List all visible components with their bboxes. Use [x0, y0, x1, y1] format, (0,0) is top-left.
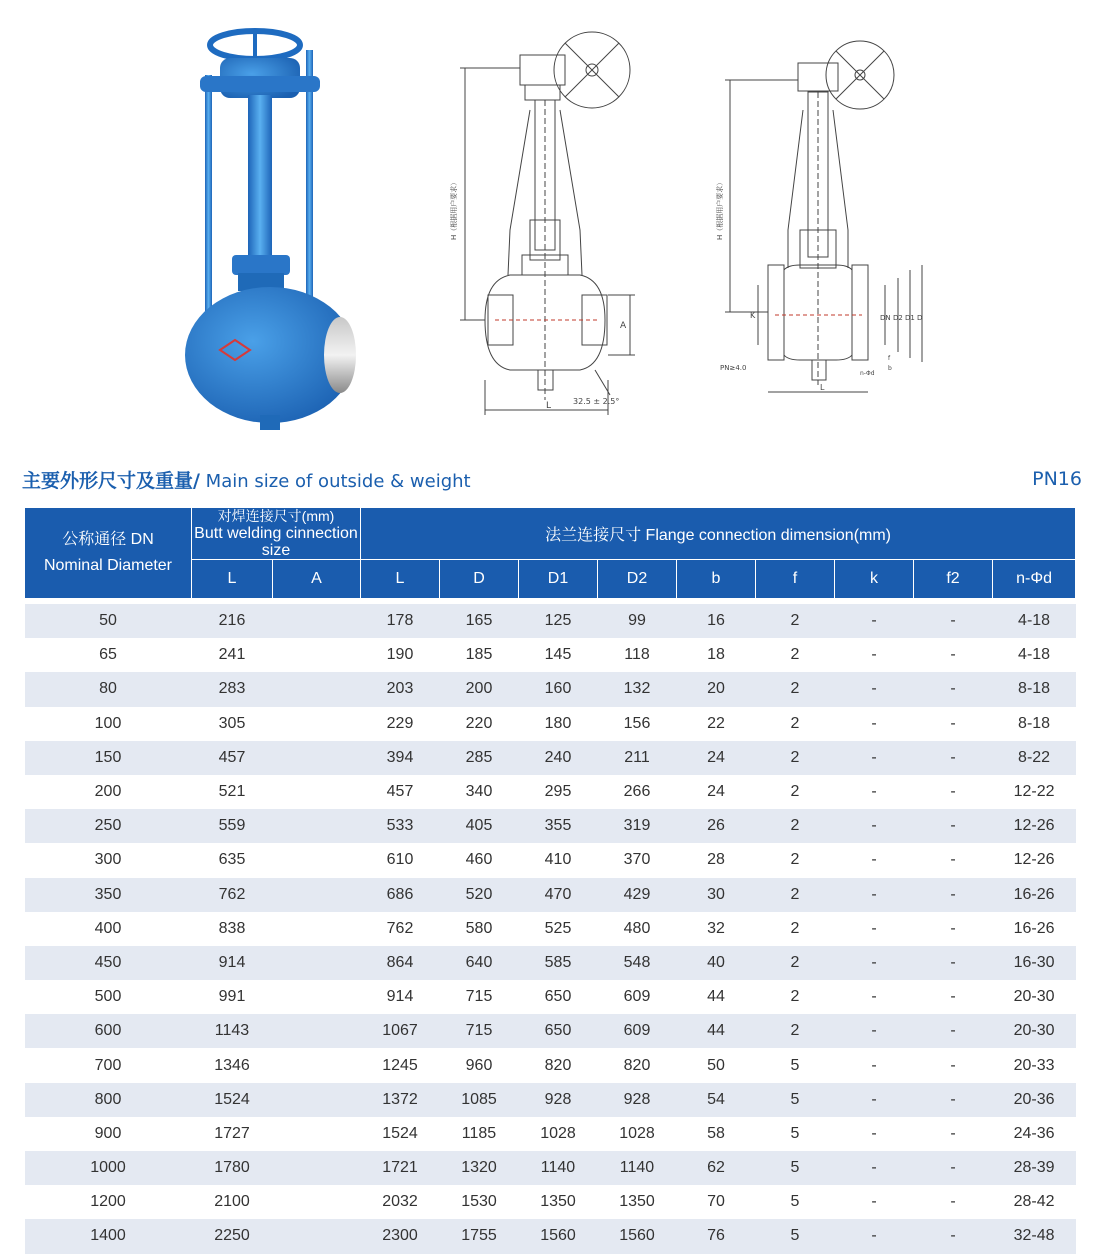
table-cell: - [835, 809, 914, 843]
table-cell: 240 [519, 741, 598, 775]
table-cell: 2 [756, 843, 835, 877]
table-cell: 2 [756, 601, 835, 638]
table-cell: 8-18 [993, 707, 1076, 741]
table-cell: 1755 [440, 1219, 519, 1253]
table-cell-dn: 1200 [25, 1185, 192, 1219]
column-header: D2 [598, 560, 677, 602]
table-cell: 4-18 [993, 638, 1076, 672]
drawing-pn-note: PN≥4.0 [720, 364, 747, 372]
table-row [25, 980, 1076, 1014]
table-cell: - [835, 638, 914, 672]
table-cell: - [835, 1048, 914, 1082]
table-cell-dn: 100 [25, 707, 192, 741]
table-cell [273, 809, 361, 843]
table-cell: 20-36 [993, 1083, 1076, 1117]
table-row [25, 672, 1076, 706]
table-cell [273, 1219, 361, 1253]
table-cell: - [835, 843, 914, 877]
table-cell: 1140 [519, 1151, 598, 1185]
table-cell: 410 [519, 843, 598, 877]
table-cell: - [835, 1014, 914, 1048]
table-cell: 50 [677, 1048, 756, 1082]
table-cell [273, 672, 361, 706]
table-cell: 2 [756, 878, 835, 912]
table-cell: 928 [519, 1083, 598, 1117]
table-cell: 160 [519, 672, 598, 706]
table-cell: 5 [756, 1185, 835, 1219]
table-cell: 118 [598, 638, 677, 672]
table-cell [273, 1014, 361, 1048]
table-cell [273, 1048, 361, 1082]
drawing-dn-label: DN [880, 314, 891, 322]
table-cell: - [835, 741, 914, 775]
table-cell: 480 [598, 912, 677, 946]
column-header: f [756, 560, 835, 602]
table-cell-dn: 200 [25, 775, 192, 809]
table-cell: 2 [756, 946, 835, 980]
dimension-table [24, 507, 1076, 1254]
table-cell: - [914, 638, 993, 672]
drawing2-l-label: L [820, 383, 825, 392]
section-title-cn: 主要外形尺寸及重量/ [22, 470, 200, 492]
table-cell-dn: 150 [25, 741, 192, 775]
table-row [25, 1083, 1076, 1117]
table-cell: - [835, 775, 914, 809]
table-cell: 1028 [519, 1117, 598, 1151]
product-illustration-area [0, 0, 1100, 440]
table-cell: 470 [519, 878, 598, 912]
table-cell [273, 707, 361, 741]
column-header: k [835, 560, 914, 602]
table-cell: 2250 [192, 1219, 273, 1253]
table-cell: 76 [677, 1219, 756, 1253]
table-cell: 295 [519, 775, 598, 809]
table-cell: 32 [677, 912, 756, 946]
table-cell: - [914, 741, 993, 775]
table-cell: 635 [192, 843, 273, 877]
table-row [25, 707, 1076, 741]
table-cell: 211 [598, 741, 677, 775]
table-cell: 610 [361, 843, 440, 877]
drawing-k-label: K [750, 311, 756, 320]
table-cell: 585 [519, 946, 598, 980]
table-cell: 1780 [192, 1151, 273, 1185]
table-cell: 26 [677, 809, 756, 843]
table-cell: 460 [440, 843, 519, 877]
table-row [25, 1117, 1076, 1151]
table-cell: 1727 [192, 1117, 273, 1151]
table-cell: 24 [677, 741, 756, 775]
table-row [25, 1014, 1076, 1048]
table-cell: 820 [598, 1048, 677, 1082]
drawing-nd-label: n-Φd [860, 370, 875, 377]
table-cell-dn: 50 [25, 601, 192, 638]
table-cell: 30 [677, 878, 756, 912]
table-cell: 190 [361, 638, 440, 672]
table-row [25, 1151, 1076, 1185]
table-cell: - [835, 672, 914, 706]
table-cell: 429 [598, 878, 677, 912]
table-cell: 12-22 [993, 775, 1076, 809]
table-cell: - [914, 707, 993, 741]
table-cell: - [914, 809, 993, 843]
table-row [25, 1219, 1076, 1253]
table-cell: 44 [677, 980, 756, 1014]
table-cell: 32-48 [993, 1219, 1076, 1253]
table-cell: 525 [519, 912, 598, 946]
table-cell: 2032 [361, 1185, 440, 1219]
table-cell: 1085 [440, 1083, 519, 1117]
table-row [25, 809, 1076, 843]
table-row [25, 638, 1076, 672]
table-cell: 132 [598, 672, 677, 706]
header-butt-en: Butt welding cinnection size [194, 525, 358, 559]
table-cell: 2 [756, 1014, 835, 1048]
table-cell [273, 601, 361, 638]
table-cell [273, 1185, 361, 1219]
table-cell: 156 [598, 707, 677, 741]
table-cell-dn: 250 [25, 809, 192, 843]
drawing-d-label: D [917, 314, 923, 322]
table-cell: 864 [361, 946, 440, 980]
header-dn-en: Nominal Diameter [43, 557, 173, 574]
table-cell: 1560 [598, 1219, 677, 1253]
table-cell: 5 [756, 1151, 835, 1185]
table-cell: 20-30 [993, 1014, 1076, 1048]
table-cell: 203 [361, 672, 440, 706]
table-cell: 2100 [192, 1185, 273, 1219]
table-cell: - [835, 601, 914, 638]
table-cell: 216 [192, 601, 273, 638]
table-cell: - [914, 843, 993, 877]
table-cell: 2 [756, 741, 835, 775]
table-cell: 44 [677, 1014, 756, 1048]
table-cell: 1524 [192, 1083, 273, 1117]
table-cell: - [835, 1219, 914, 1253]
table-cell [273, 775, 361, 809]
table-cell: - [914, 1151, 993, 1185]
table-cell: 285 [440, 741, 519, 775]
table-cell: 1560 [519, 1219, 598, 1253]
drawing-l-label: L [546, 401, 552, 411]
table-cell: - [835, 946, 914, 980]
table-cell: 548 [598, 946, 677, 980]
table-cell: 1320 [440, 1151, 519, 1185]
table-cell: - [914, 672, 993, 706]
table-cell: 1028 [598, 1117, 677, 1151]
table-cell: 18 [677, 638, 756, 672]
table-cell: 533 [361, 809, 440, 843]
table-cell: 580 [440, 912, 519, 946]
table-cell: 991 [192, 980, 273, 1014]
table-cell: 319 [598, 809, 677, 843]
table-cell: - [835, 912, 914, 946]
table-cell: 180 [519, 707, 598, 741]
table-cell [273, 741, 361, 775]
header-butt-welding [192, 508, 361, 560]
table-cell: 178 [361, 601, 440, 638]
table-row [25, 741, 1076, 775]
table-cell: 2 [756, 707, 835, 741]
table-cell: - [914, 1014, 993, 1048]
table-cell [273, 1117, 361, 1151]
table-cell: - [914, 980, 993, 1014]
table-cell: 20-33 [993, 1048, 1076, 1082]
table-cell: 640 [440, 946, 519, 980]
table-cell: 762 [192, 878, 273, 912]
column-header: L [361, 560, 440, 602]
table-cell: 838 [192, 912, 273, 946]
table-cell: 28 [677, 843, 756, 877]
table-cell: 1372 [361, 1083, 440, 1117]
table-cell: 1524 [361, 1117, 440, 1151]
table-cell: 2 [756, 672, 835, 706]
butt-weld-drawing [440, 20, 650, 420]
header-flange: 法兰连接尺寸 Flange connection dimension(mm) [361, 508, 1076, 560]
flange-drawing [700, 30, 940, 400]
table-cell: 99 [598, 601, 677, 638]
table-cell: 650 [519, 980, 598, 1014]
table-cell-dn: 700 [25, 1048, 192, 1082]
table-cell: 1140 [598, 1151, 677, 1185]
table-cell: - [835, 1151, 914, 1185]
table-cell: 520 [440, 878, 519, 912]
table-cell: 2 [756, 638, 835, 672]
table-cell: - [914, 775, 993, 809]
table-cell: 2 [756, 980, 835, 1014]
table-cell: - [914, 1083, 993, 1117]
table-cell: 4-18 [993, 601, 1076, 638]
table-cell [273, 1151, 361, 1185]
table-cell [273, 843, 361, 877]
table-cell: 1350 [519, 1185, 598, 1219]
table-cell: 16-26 [993, 878, 1076, 912]
table-cell: 1245 [361, 1048, 440, 1082]
table-cell-dn: 800 [25, 1083, 192, 1117]
drawing-d1-label: D1 [905, 314, 915, 322]
table-cell-dn: 80 [25, 672, 192, 706]
table-cell: - [835, 980, 914, 1014]
table-cell: - [914, 601, 993, 638]
table-cell: 16-26 [993, 912, 1076, 946]
header-dn-cn: 公称通径 DN [62, 531, 154, 548]
table-cell: - [914, 946, 993, 980]
table-cell-dn: 300 [25, 843, 192, 877]
header-butt-cn: 对焊连接尺寸(mm) [217, 508, 335, 524]
table-cell: 229 [361, 707, 440, 741]
table-cell: 914 [361, 980, 440, 1014]
table-cell: - [914, 878, 993, 912]
table-cell [273, 946, 361, 980]
table-cell: 340 [440, 775, 519, 809]
column-header: b [677, 560, 756, 602]
column-header: L [192, 560, 273, 602]
table-cell: 5 [756, 1117, 835, 1151]
table-cell: 8-22 [993, 741, 1076, 775]
table-cell [273, 1083, 361, 1117]
table-cell: 40 [677, 946, 756, 980]
drawing-h-label: H（根据用户要求） [450, 178, 458, 240]
table-cell: 145 [519, 638, 598, 672]
table-cell: 24 [677, 775, 756, 809]
table-cell: - [914, 1048, 993, 1082]
column-header: A [273, 560, 361, 602]
table-cell-dn: 1000 [25, 1151, 192, 1185]
drawing-a-label: A [620, 321, 627, 331]
table-cell: 5 [756, 1219, 835, 1253]
table-row [25, 601, 1076, 638]
table-cell-dn: 350 [25, 878, 192, 912]
table-cell: 609 [598, 980, 677, 1014]
table-cell: 2 [756, 809, 835, 843]
table-row [25, 878, 1076, 912]
table-cell: 2300 [361, 1219, 440, 1253]
table-cell: 28-42 [993, 1185, 1076, 1219]
table-cell: - [835, 1117, 914, 1151]
table-cell: - [914, 912, 993, 946]
table-cell-dn: 65 [25, 638, 192, 672]
table-cell: 928 [598, 1083, 677, 1117]
table-cell-dn: 600 [25, 1014, 192, 1048]
table-cell: 5 [756, 1083, 835, 1117]
table-cell: 820 [519, 1048, 598, 1082]
table-cell: 70 [677, 1185, 756, 1219]
table-cell: - [835, 707, 914, 741]
table-cell: 22 [677, 707, 756, 741]
table-cell: 305 [192, 707, 273, 741]
table-cell: 58 [677, 1117, 756, 1151]
table-cell: - [835, 878, 914, 912]
table-cell: 241 [192, 638, 273, 672]
table-cell [273, 912, 361, 946]
table-cell [273, 980, 361, 1014]
table-cell: 1346 [192, 1048, 273, 1082]
table-cell: 266 [598, 775, 677, 809]
table-cell: 521 [192, 775, 273, 809]
table-cell: 559 [192, 809, 273, 843]
section-title [22, 466, 471, 493]
drawing2-h-label: H（根据用户要求） [716, 178, 724, 240]
table-cell: - [835, 1185, 914, 1219]
table-cell: 457 [361, 775, 440, 809]
table-cell: 355 [519, 809, 598, 843]
table-row [25, 843, 1076, 877]
drawing-b-label: b [888, 365, 892, 372]
drawing-f-label: f [888, 355, 891, 362]
table-cell: 2 [756, 775, 835, 809]
table-cell-dn: 1400 [25, 1219, 192, 1253]
drawing-angle-label: 32.5 ± 2.5° [573, 397, 620, 406]
table-cell: 54 [677, 1083, 756, 1117]
table-cell-dn: 500 [25, 980, 192, 1014]
table-row [25, 775, 1076, 809]
table-cell: 394 [361, 741, 440, 775]
pressure-rating: PN16 [1032, 468, 1082, 490]
column-header: n-Φd [993, 560, 1076, 602]
table-cell: - [835, 1083, 914, 1117]
table-cell-dn: 900 [25, 1117, 192, 1151]
table-cell: 28-39 [993, 1151, 1076, 1185]
table-cell: 1721 [361, 1151, 440, 1185]
table-cell: 715 [440, 1014, 519, 1048]
section-title-en: Main size of outside & weight [199, 471, 471, 492]
table-cell: 457 [192, 741, 273, 775]
table-cell: 1067 [361, 1014, 440, 1048]
table-cell: 16-30 [993, 946, 1076, 980]
table-cell: 20 [677, 672, 756, 706]
table-cell: 715 [440, 980, 519, 1014]
table-cell: 405 [440, 809, 519, 843]
table-cell: 16 [677, 601, 756, 638]
table-cell: 960 [440, 1048, 519, 1082]
table-cell [273, 638, 361, 672]
table-row [25, 1048, 1076, 1082]
table-cell: 220 [440, 707, 519, 741]
table-cell: 5 [756, 1048, 835, 1082]
valve-photo [160, 10, 360, 435]
table-cell: 62 [677, 1151, 756, 1185]
table-cell-dn: 450 [25, 946, 192, 980]
table-cell: 185 [440, 638, 519, 672]
table-cell-dn: 400 [25, 912, 192, 946]
table-cell [273, 878, 361, 912]
table-cell: 2 [756, 912, 835, 946]
table-cell: 686 [361, 878, 440, 912]
table-cell: 762 [361, 912, 440, 946]
column-header: f2 [914, 560, 993, 602]
table-cell: 1143 [192, 1014, 273, 1048]
table-cell: 12-26 [993, 843, 1076, 877]
table-row [25, 1185, 1076, 1219]
table-cell: 200 [440, 672, 519, 706]
table-cell: 1185 [440, 1117, 519, 1151]
table-cell: - [914, 1219, 993, 1253]
table-cell: - [914, 1185, 993, 1219]
table-cell: 24-36 [993, 1117, 1076, 1151]
drawing-d2-label: D2 [893, 314, 903, 322]
table-cell: 8-18 [993, 672, 1076, 706]
table-cell: 1350 [598, 1185, 677, 1219]
table-cell: 650 [519, 1014, 598, 1048]
column-header: D [440, 560, 519, 602]
table-cell: 283 [192, 672, 273, 706]
table-cell: 125 [519, 601, 598, 638]
table-cell: - [914, 1117, 993, 1151]
table-cell: 370 [598, 843, 677, 877]
column-header: D1 [519, 560, 598, 602]
table-body [25, 601, 1076, 1254]
table-cell: 165 [440, 601, 519, 638]
table-cell: 609 [598, 1014, 677, 1048]
table-cell: 12-26 [993, 809, 1076, 843]
header-nominal-diameter [25, 508, 192, 602]
table-cell: 20-30 [993, 980, 1076, 1014]
table-cell: 1530 [440, 1185, 519, 1219]
table-row [25, 946, 1076, 980]
table-row [25, 912, 1076, 946]
table-cell: 914 [192, 946, 273, 980]
